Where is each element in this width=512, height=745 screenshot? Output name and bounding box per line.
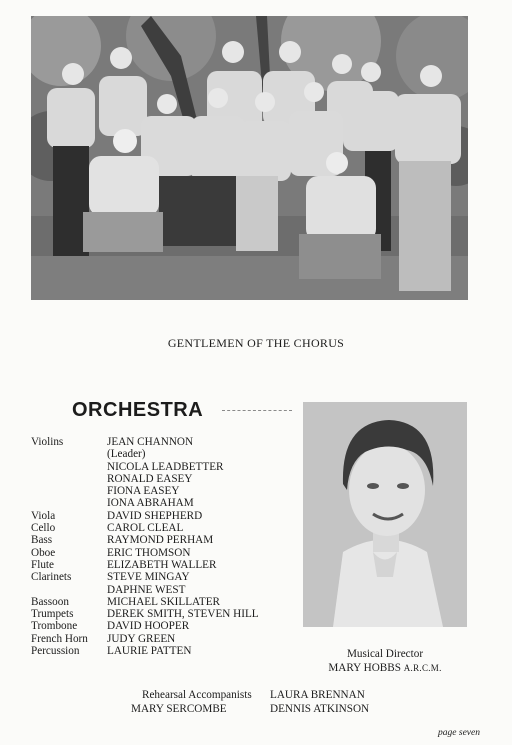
instrument-label: Cello [31, 522, 56, 535]
player-name: NICOLA LEADBETTER [107, 460, 224, 473]
instrument-label: Bass [31, 534, 53, 547]
roster-row [31, 461, 259, 473]
player-name: ERIC THOMSON [107, 546, 191, 559]
instrument-label: Clarinets [31, 571, 72, 584]
player-name: ELIZABETH WALLER [107, 558, 217, 571]
roster-row [31, 522, 259, 534]
roster-row [31, 633, 259, 645]
accompanists-label: Rehearsal Accompanists [142, 689, 252, 701]
director-name-line [303, 661, 467, 675]
instrument-label [31, 473, 107, 485]
player-name: DAVID SHEPHERD [107, 509, 203, 522]
instrument-label: Viola [31, 509, 56, 522]
instrument-label [31, 461, 107, 473]
player-name: CAROL CLEAL [107, 522, 184, 535]
roster-row [31, 571, 259, 583]
player-name: MICHAEL SKILLATER [107, 595, 221, 608]
instrument-label: Bassoon [31, 595, 69, 608]
photo-caption: GENTLEMEN OF THE CHORUS [167, 336, 345, 350]
roster-row [31, 510, 259, 522]
player-name: DAVID HOOPER [107, 620, 190, 633]
instrument-label [31, 584, 107, 596]
roster-row [31, 436, 259, 448]
roster-row [31, 645, 259, 657]
player-name: DEREK SMITH, STEVEN HILL [107, 608, 259, 621]
heading-divider [222, 410, 292, 411]
player-name: JEAN CHANNON [107, 436, 194, 448]
accompanist-name: DENNIS ATKINSON [270, 703, 370, 715]
roster-row [31, 584, 259, 596]
director-portrait [303, 402, 467, 627]
player-name: DAPHNE WEST [107, 583, 186, 596]
chorus-photo-illustration [31, 16, 468, 300]
chorus-group-photo [31, 16, 468, 300]
orchestra-heading: ORCHESTRA [72, 399, 204, 421]
roster-row [31, 473, 259, 485]
roster-row [31, 596, 259, 608]
instrument-label [31, 485, 107, 497]
roster-row [31, 559, 259, 571]
musical-director-credit [303, 647, 467, 675]
player-name: RONALD EASEY [107, 472, 193, 485]
accompanist-name: LAURA BRENNAN [270, 689, 365, 701]
instrument-label: Percussion [31, 645, 80, 658]
page-number: page seven [438, 728, 480, 738]
director-name: MARY HOBBS [328, 662, 401, 674]
portrait-illustration [303, 402, 467, 627]
instrument-label: Oboe [31, 546, 56, 559]
roster-row [31, 497, 259, 509]
director-qualification: A.R.C.M. [403, 663, 442, 673]
player-name: (Leader) [107, 448, 146, 461]
player-name: STEVE MINGAY [107, 571, 190, 584]
player-name: IONA ABRAHAM [107, 497, 194, 510]
roster-row [31, 547, 259, 559]
roster-row [31, 448, 259, 460]
roster-row [31, 620, 259, 632]
accompanist-name: MARY SERCOMBE [131, 703, 227, 715]
player-name: FIONA EASEY [107, 485, 180, 498]
player-name: JUDY GREEN [107, 632, 176, 645]
director-role: Musical Director [346, 648, 424, 660]
player-name: RAYMOND PERHAM [107, 534, 214, 547]
instrument-label: Violins [31, 436, 64, 448]
instrument-label: Trombone [31, 620, 78, 633]
instrument-label [31, 497, 107, 509]
roster-row [31, 608, 259, 620]
instrument-label [31, 448, 107, 460]
roster-row [31, 534, 259, 546]
roster-row [31, 485, 259, 497]
instrument-label: French Horn [31, 632, 88, 645]
instrument-label: Flute [31, 558, 54, 571]
instrument-label: Trumpets [31, 608, 74, 621]
orchestra-roster [31, 436, 259, 657]
player-name: LAURIE PATTEN [107, 645, 192, 658]
